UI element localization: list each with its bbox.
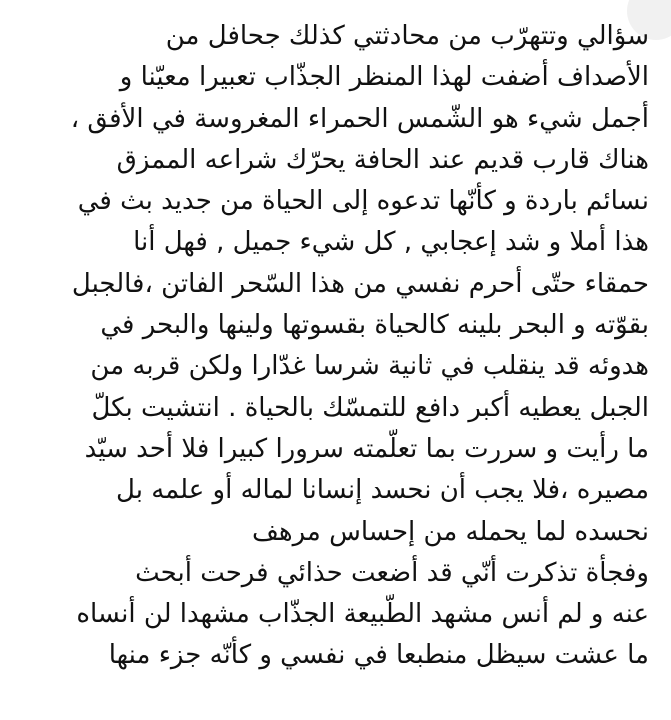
text-line-15: عنه و لم أنس مشهد الطّبيعة الجذّاب مشهدا لن أنساه — [76, 599, 649, 630]
text-line-1: سؤالي وتتهرّب من محادثتي كذلك جحافل من — [165, 21, 649, 51]
text-line-11: ما رأيت و سررت بما تعلّمته سرورا كبيرا فلا أحد سيّد — [84, 433, 649, 464]
text-line-7: حمقاء حتّى أحرم نفسي من هذا السّحر الفاتن ،فالجبل — [71, 268, 649, 299]
arabic-text-block — [13, 16, 649, 677]
text-line-14: وفجأة تذكرت أنّي قد أضعت حذائي فرحت أبحث — [135, 557, 649, 588]
text-line-16: ما عشت سيظل منطبعا في نفسي و كأنّه جزء منها — [108, 640, 649, 671]
text-line-2: الأصداف أضفت لهذا المنظر الجذّاب تعبيرا معيّنا و — [119, 62, 649, 93]
text-line-8: بقوّته و البحر بلينه كالحياة بقسوتها ولينها والبحر في — [100, 310, 649, 341]
text-line-13: نحسده لما يحمله من إحساس مرهف — [251, 516, 649, 547]
text-line-4: هناك قارب قديم عند الحافة يحرّك شراعه الممزق — [116, 144, 649, 175]
text-line-5: نسائم باردة و كأنّها تدعوه إلى الحياة من جديد بث في — [77, 186, 649, 217]
text-line-12: مصيره ،فلا يجب أن نحسد إنسانا لماله أو علمه بل — [116, 475, 649, 506]
text-line-10: الجبل يعطيه أكبر دافع للتمسّك بالحياة . انتشيت بكلّ — [91, 392, 649, 423]
text-line-6: هذا أملا و شد إعجابي , كل شيء جميل , فهل أنا — [133, 227, 649, 258]
text-line-3: أجمل شيء هو الشّمس الحمراء المغروسة في الأفق ، — [70, 103, 649, 134]
text-line-9: هدوئه قد ينقلب في ثانية شرسا غدّارا ولكن قربه من — [90, 351, 649, 382]
